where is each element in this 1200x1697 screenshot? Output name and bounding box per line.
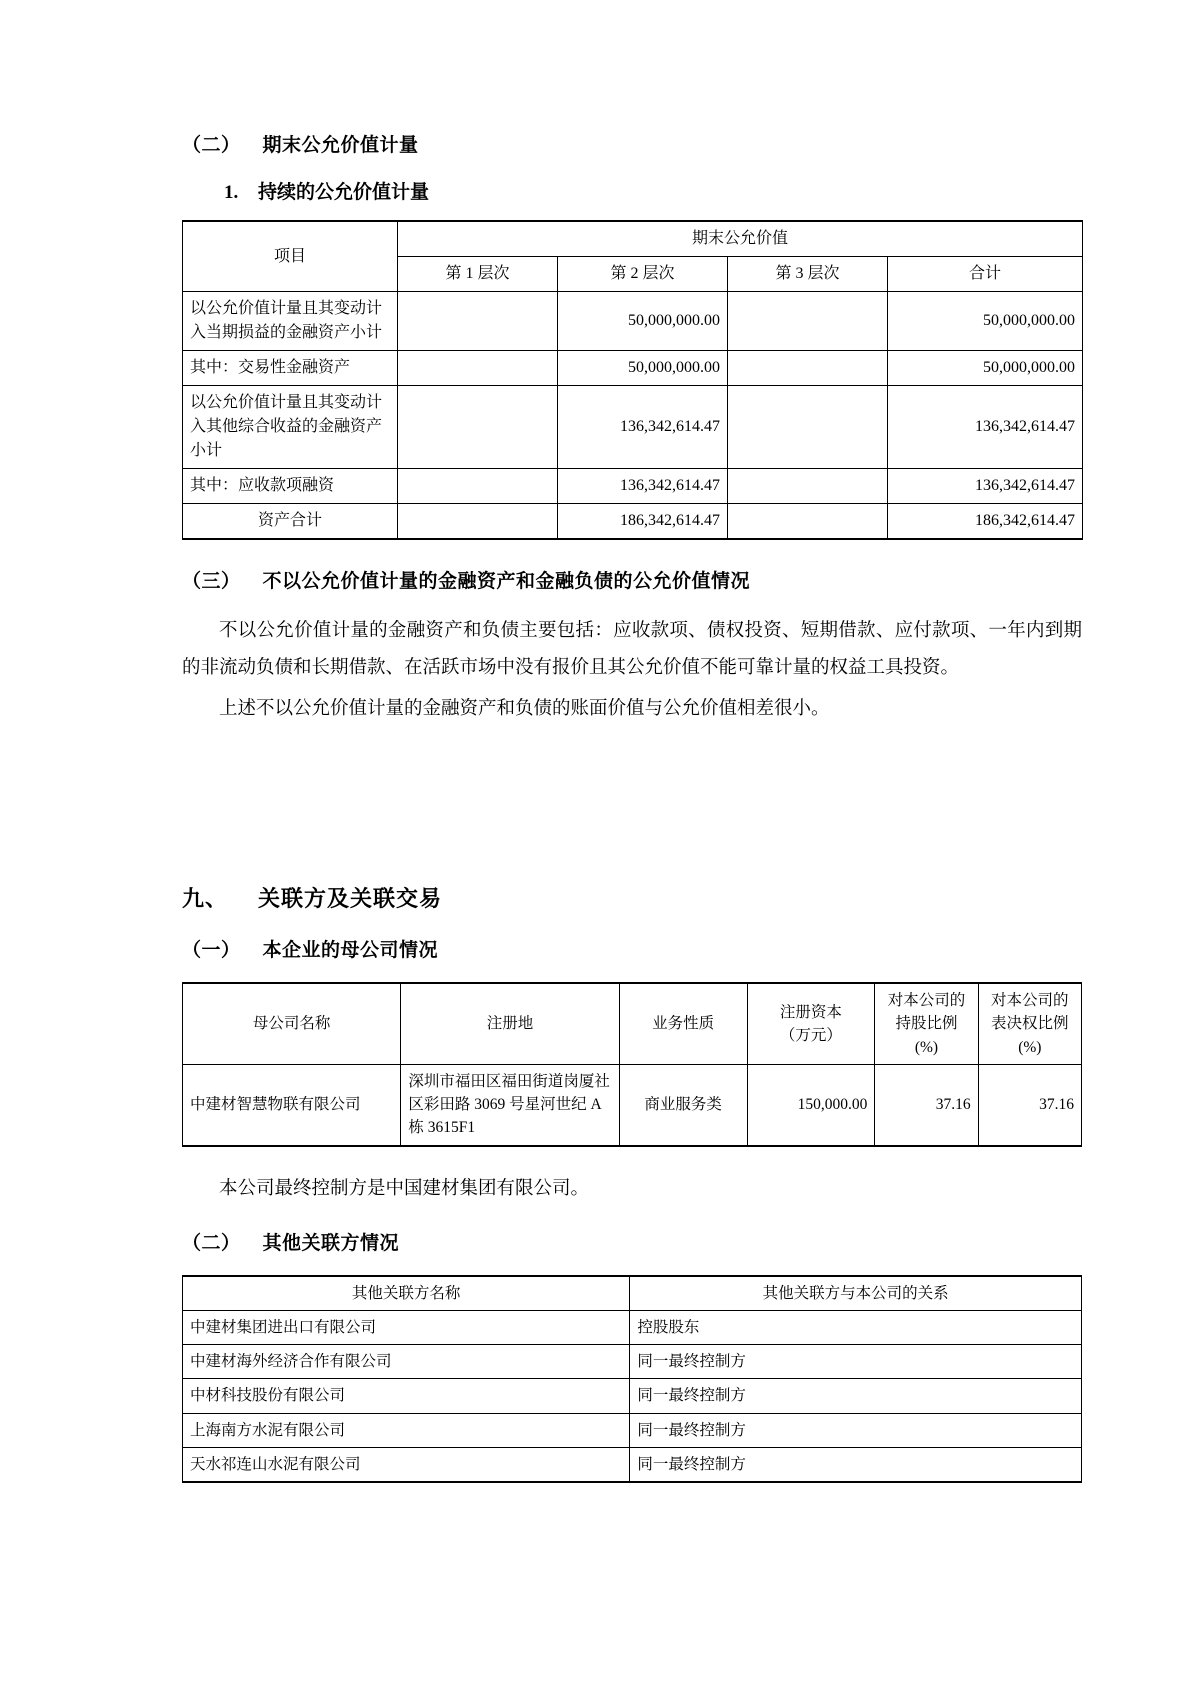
header-voting-line3: (%) (1018, 1038, 1042, 1056)
table-row (183, 1064, 1082, 1145)
major-heading-number: 九、 (182, 886, 229, 911)
header-level-3: 第 3 层次 (728, 257, 888, 292)
section-heading-text: 本企业的母公司情况 (262, 940, 439, 961)
section-heading-text: 期末公允价值计量 (262, 135, 419, 156)
section-heading-number: （一） (182, 940, 241, 961)
cell-related-party-name: 中建材海外经济合作有限公司 (183, 1345, 630, 1379)
row-item: 资产合计 (183, 504, 398, 540)
table-row (183, 386, 1083, 469)
row-level-2: 50,000,000.00 (558, 292, 728, 351)
table-row (183, 1379, 1082, 1413)
header-business-nature: 业务性质 (619, 983, 747, 1064)
row-level-3 (728, 469, 888, 504)
row-level-2: 136,342,614.47 (558, 469, 728, 504)
subsection-heading-continuous-fv (182, 177, 1082, 204)
cell-parent-name: 中建材智慧物联有限公司 (183, 1064, 401, 1145)
header-level-1: 第 1 层次 (398, 257, 558, 292)
row-level-2: 50,000,000.00 (558, 351, 728, 386)
section-heading-number: （三） (182, 571, 241, 592)
row-item: 以公允价值计量且其变动计入当期损益的金融资产小计 (183, 292, 398, 351)
section-heading-number: （二） (182, 135, 241, 156)
row-level-3 (728, 292, 888, 351)
row-level-1 (398, 351, 558, 386)
major-heading-text: 关联方及关联交易 (258, 886, 443, 911)
other-related-parties-table (182, 1275, 1082, 1484)
header-relationship: 其他关联方与本公司的关系 (630, 1276, 1082, 1311)
header-voting-line2: 表决权比例 (991, 1015, 1069, 1033)
row-level-1 (398, 504, 558, 540)
spacer (182, 1212, 1082, 1228)
section-heading-text: 不以公允价值计量的金融资产和金融负债的公允价值情况 (262, 571, 751, 592)
fair-value-table (182, 220, 1083, 540)
section-heading-fair-value (182, 130, 1082, 157)
cell-relationship: 同一最终控制方 (630, 1447, 1082, 1482)
paragraph-ultimate-controller: 本公司最终控制方是中国建材集团有限公司。 (219, 1178, 590, 1199)
table-header-row (183, 1276, 1082, 1311)
row-level-1 (398, 292, 558, 351)
cell-voting-ratio: 37.16 (978, 1064, 1081, 1145)
header-period-end-fair-value: 期末公允价值 (398, 221, 1083, 257)
header-related-party-name: 其他关联方名称 (183, 1276, 630, 1311)
row-level-3 (728, 351, 888, 386)
row-level-1 (398, 386, 558, 469)
header-level-2: 第 2 层次 (558, 257, 728, 292)
row-level-2: 186,342,614.47 (558, 504, 728, 540)
header-registered-capital-line1: 注册资本 (779, 1003, 842, 1021)
cell-related-party-name: 中建材集团进出口有限公司 (183, 1310, 630, 1344)
table-row-total (183, 504, 1083, 540)
section-heading-other-related-parties (182, 1228, 1082, 1255)
row-total: 136,342,614.47 (888, 386, 1083, 469)
table-row (183, 1310, 1082, 1344)
header-registered-capital (747, 983, 875, 1064)
parent-company-table (182, 982, 1082, 1147)
table-row (183, 351, 1083, 386)
table-row (183, 469, 1083, 504)
cell-relationship: 控股股东 (630, 1310, 1082, 1344)
header-voting-ratio (978, 983, 1081, 1064)
header-registered-capital-line2: （万元） (779, 1026, 842, 1044)
cell-related-party-name: 中材科技股份有限公司 (183, 1379, 630, 1413)
header-shareholding-line1: 对本公司的 (887, 992, 966, 1009)
header-parent-name: 母公司名称 (183, 983, 401, 1064)
cell-relationship: 同一最终控制方 (630, 1413, 1082, 1447)
cell-relationship: 同一最终控制方 (630, 1379, 1082, 1413)
row-total: 50,000,000.00 (888, 351, 1083, 386)
cell-related-party-name: 天水祁连山水泥有限公司 (183, 1447, 630, 1482)
table-header-row (183, 983, 1082, 1064)
vertical-spacer (182, 732, 1082, 882)
section-heading-number: （二） (182, 1232, 241, 1254)
table-row (183, 1345, 1082, 1379)
header-voting-line1: 对本公司的 (991, 992, 1069, 1009)
row-total: 136,342,614.47 (888, 469, 1083, 504)
table-header-row (183, 221, 1083, 257)
cell-registered-capital: 150,000.00 (747, 1064, 875, 1145)
paragraph-non-fv-note: 上述不以公允价值计量的金融资产和负债的账面价值与公允价值相差很小。 (219, 699, 830, 719)
section-heading-non-fair-value (182, 566, 1082, 593)
subsection-heading-text: 持续的公允价值计量 (258, 182, 430, 203)
header-total: 合计 (888, 257, 1083, 292)
row-level-3 (728, 504, 888, 540)
cell-shareholding-ratio: 37.16 (875, 1064, 978, 1145)
header-registered-place: 注册地 (401, 983, 619, 1064)
row-item: 以公允价值计量且其变动计入其他综合收益的金融资产小计 (183, 386, 398, 469)
paragraph-non-fv-scope: 不以公允价值计量的金融资产和负债主要包括：应收款项、债权投资、短期借款、应付款项、一年内到期的非流动负债和长期借款、在活跃市场中没有报价且其公允价值不能可靠计量的权益工具投资。 (182, 621, 1082, 678)
row-item: 其中：交易性金融资产 (183, 351, 398, 386)
header-shareholding-ratio (875, 983, 978, 1064)
row-level-1 (398, 469, 558, 504)
cell-relationship: 同一最终控制方 (630, 1345, 1082, 1379)
header-item: 项目 (183, 221, 398, 292)
subsection-heading-number: 1. (224, 182, 239, 203)
section-heading-text: 其他关联方情况 (262, 1232, 400, 1254)
table-row (183, 1413, 1082, 1447)
row-level-3 (728, 386, 888, 469)
row-item: 其中：应收款项融资 (183, 469, 398, 504)
header-shareholding-line2: 持股比例 (895, 1015, 958, 1033)
section-heading-parent-company (182, 935, 1082, 962)
cell-business-nature: 商业服务类 (619, 1064, 747, 1145)
header-shareholding-line3: (%) (914, 1038, 939, 1056)
row-level-2: 136,342,614.47 (558, 386, 728, 469)
table-row (183, 1447, 1082, 1482)
major-heading-related-party (182, 882, 1082, 913)
cell-registered-place: 深圳市福田区福田街道岗厦社区彩田路 3069 号星河世纪 A 栋 3615F1 (401, 1064, 619, 1145)
row-total: 186,342,614.47 (888, 504, 1083, 540)
row-total: 50,000,000.00 (888, 292, 1083, 351)
table-row (183, 292, 1083, 351)
cell-related-party-name: 上海南方水泥有限公司 (183, 1413, 630, 1447)
